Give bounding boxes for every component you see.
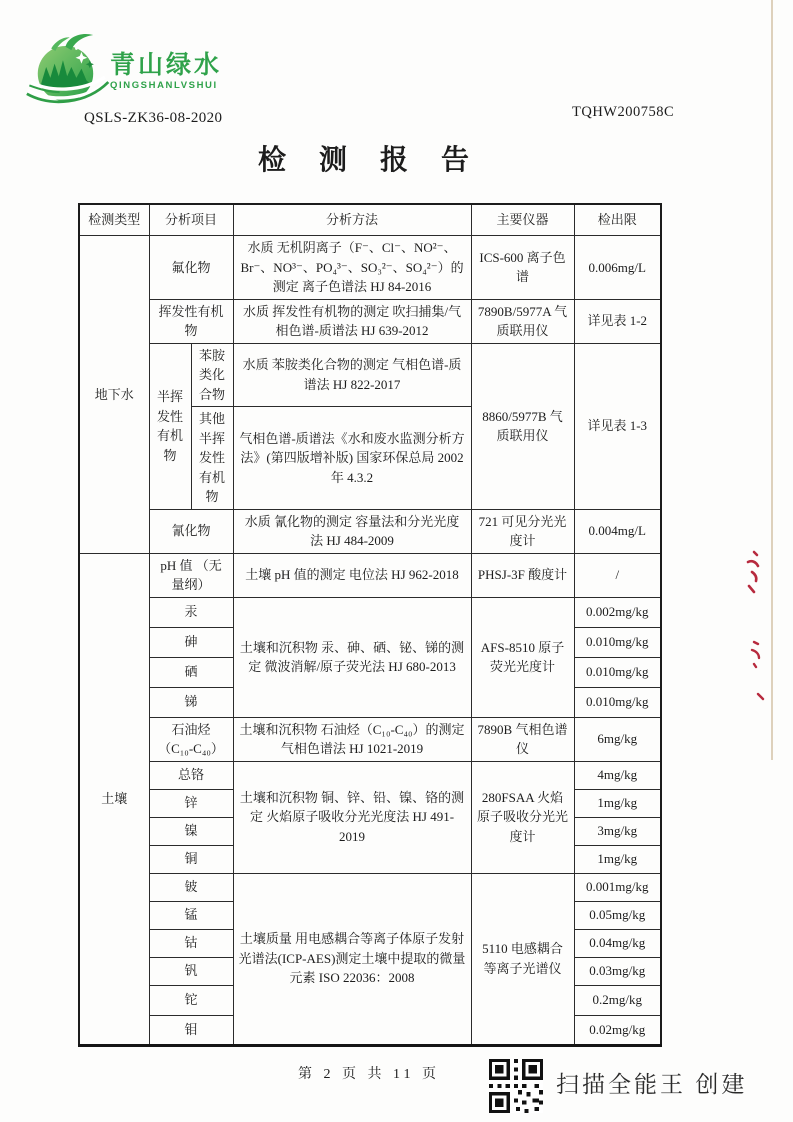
limit-cell: 3mg/kg (574, 817, 661, 845)
instrument-cell: 8860/5977B 气质联用仪 (471, 343, 574, 509)
item-cell: 总铬 (149, 761, 233, 789)
limit-cell: 0.010mg/kg (574, 627, 661, 657)
limit-cell: 0.006mg/L (574, 236, 661, 300)
item-group-svoc: 半挥发性有机物 (149, 343, 191, 509)
method-cell: 水质 无机阴离子（F⁻、Cl⁻、NO²⁻、Br⁻、NO³⁻、PO₄³⁻、SO₃²⁻、SO₄²⁻）的测定 离子色谱法 HJ 84-2016 (233, 236, 471, 300)
method-cell: 土壤和沉积物 石油烃（C₁₀-C₄₀）的测定 气相色谱法 HJ 1021-2019 (233, 717, 471, 761)
limit-cell: 0.04mg/kg (574, 929, 661, 957)
table-row (79, 873, 661, 901)
table-row (79, 343, 661, 407)
scan-edge-line (771, 0, 773, 760)
table-row (79, 761, 661, 789)
method-cell: 土壤 pH 值的测定 电位法 HJ 962-2018 (233, 553, 471, 597)
limit-cell: 0.010mg/kg (574, 657, 661, 687)
instrument-cell: 5110 电感耦合等离子光谱仪 (471, 873, 574, 1045)
limit-cell: 1mg/kg (574, 789, 661, 817)
method-cell: 土壤和沉积物 汞、砷、硒、铋、锑的测定 微波消解/原子荧光法 HJ 680-2013 (233, 597, 471, 717)
table-row (79, 717, 661, 761)
limit-cell: 0.004mg/L (574, 509, 661, 553)
limit-cell: 0.010mg/kg (574, 687, 661, 717)
method-cell: 水质 氰化物的测定 容量法和分光光度法 HJ 484-2009 (233, 509, 471, 553)
limit-cell: 0.03mg/kg (574, 957, 661, 985)
table-row (79, 299, 661, 343)
limit-cell: / (574, 553, 661, 597)
limit-cell: 6mg/kg (574, 717, 661, 761)
report-title: 检 测 报 告 (257, 145, 482, 176)
instrument-cell: PHSJ-3F 酸度计 (471, 553, 574, 597)
report-number: TQHW200758C (572, 104, 675, 120)
red-stamp-mark (740, 548, 768, 618)
brand-name-cn: 青山绿水 (110, 50, 223, 79)
item-cell: 锌 (149, 789, 233, 817)
instrument-cell: 7890B/5977A 气质联用仪 (471, 299, 574, 343)
limit-cell: 0.2mg/kg (574, 985, 661, 1015)
limit-cell: 4mg/kg (574, 761, 661, 789)
item-cell: 镍 (149, 817, 233, 845)
qr-code (489, 1059, 543, 1113)
limit-cell: 详见表 1-2 (574, 299, 661, 343)
section-soil: 土壤 (79, 553, 149, 1045)
instrument-cell: 7890B 气相色谱仪 (471, 717, 574, 761)
brand-name-en: QINGSHANLVSHUI (110, 80, 218, 92)
page-number: 第 2 页 共 11 页 (298, 1066, 440, 1082)
item-cell: pH 值 （无量纲） (149, 553, 233, 597)
item-cell: 石油烃 （C₁₀-C₄₀） (149, 717, 233, 761)
limit-cell: 0.02mg/kg (574, 1015, 661, 1045)
table-header-row (79, 204, 661, 236)
item-cell: 锰 (149, 901, 233, 929)
limit-cell: 0.001mg/kg (574, 873, 661, 901)
item-cell: 其他半挥发性有机物 (191, 407, 233, 510)
header-test-type: 检测类型 (79, 204, 149, 236)
item-cell: 钼 (149, 1015, 233, 1045)
instrument-cell: 280FSAA 火焰原子吸收分光光度计 (471, 761, 574, 873)
item-cell: 铜 (149, 845, 233, 873)
limit-cell: 0.002mg/kg (574, 597, 661, 627)
instrument-cell: AFS-8510 原子荧光光度计 (471, 597, 574, 717)
brand-block (110, 52, 222, 91)
item-cell: 钴 (149, 929, 233, 957)
header-detection-limit: 检出限 (574, 204, 661, 236)
header-analysis-item: 分析项目 (149, 204, 233, 236)
table-row (79, 236, 661, 300)
method-cell: 水质 挥发性有机物的测定 吹扫捕集/气相色谱-质谱法 HJ 639-2012 (233, 299, 471, 343)
table-row (79, 553, 661, 597)
limit-cell: 1mg/kg (574, 845, 661, 873)
method-cell: 土壤质量 用电感耦合等离子体原子发射光谱法(ICP-AES)测定土壤中提取的微量元素 ISO 22036：2008 (233, 873, 471, 1045)
item-cell: 苯胺类化合物 (191, 343, 233, 407)
header-instrument: 主要仪器 (471, 204, 574, 236)
method-cell: 水质 苯胺类化合物的测定 气相色谱-质谱法 HJ 822-2017 (233, 343, 471, 407)
item-cell: 钒 (149, 957, 233, 985)
item-cell: 锑 (149, 687, 233, 717)
analysis-method-table (78, 203, 662, 1047)
item-cell: 挥发性有机物 (149, 299, 233, 343)
method-cell: 气相色谱-质谱法《水和废水监测分析方法》(第四版增补版) 国家环保总局 2002 年 4.3.2 (233, 407, 471, 510)
header-analysis-method: 分析方法 (233, 204, 471, 236)
red-stamp-mark (744, 638, 768, 704)
instrument-cell: ICS-600 离子色谱 (471, 236, 574, 300)
item-cell: 铍 (149, 873, 233, 901)
scanner-note: 扫描全能王 创建 (556, 1071, 748, 1097)
item-cell: 氰化物 (149, 509, 233, 553)
item-cell: 硒 (149, 657, 233, 687)
item-cell: 汞 (149, 597, 233, 627)
limit-cell: 详见表 1-3 (574, 343, 661, 509)
method-cell: 土壤和沉积物 铜、锌、铅、镍、铬的测定 火焰原子吸收分光光度法 HJ 491-2019 (233, 761, 471, 873)
document-code: QSLS-ZK36-08-2020 (84, 110, 223, 126)
report-content (78, 203, 660, 1083)
section-groundwater: 地下水 (79, 236, 149, 554)
limit-cell: 0.05mg/kg (574, 901, 661, 929)
instrument-cell: 721 可见分光光度计 (471, 509, 574, 553)
item-cell: 砷 (149, 627, 233, 657)
item-cell: 氟化物 (149, 236, 233, 300)
table-row (79, 509, 661, 553)
table-row (79, 597, 661, 627)
qingshanlvshui-logo-icon (26, 30, 110, 114)
item-cell: 铊 (149, 985, 233, 1015)
